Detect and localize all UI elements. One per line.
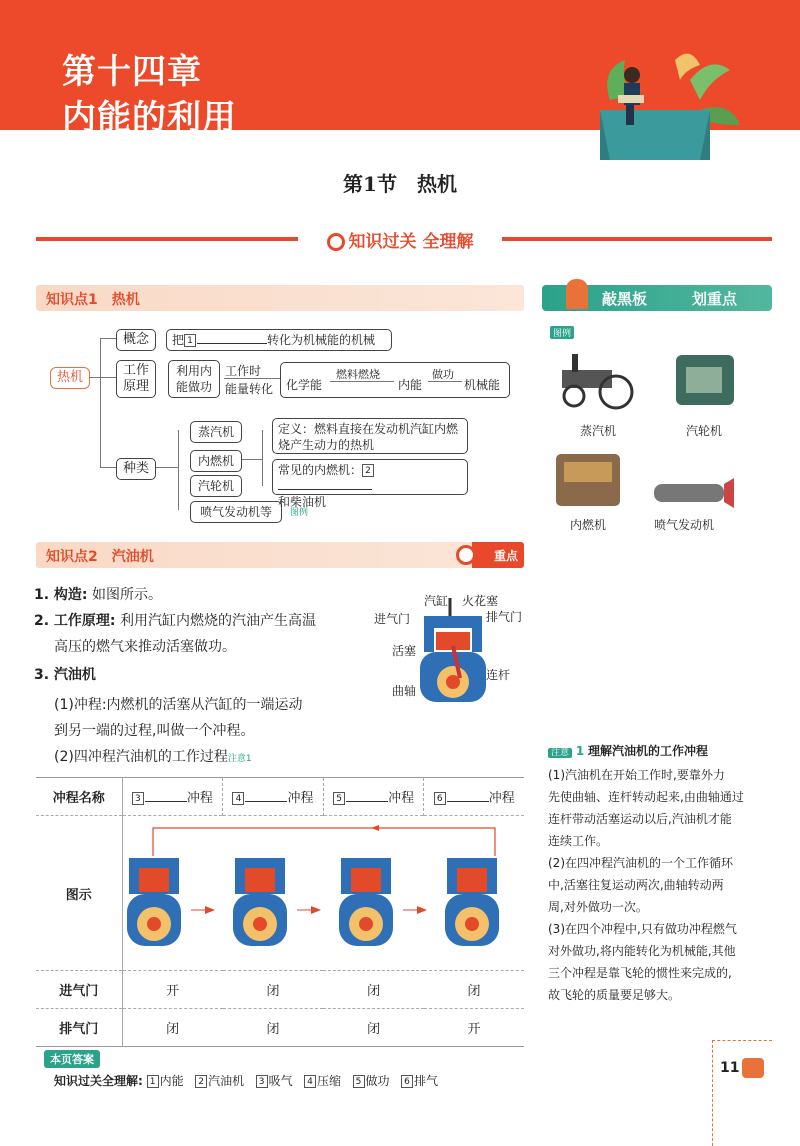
note-line: 对外做功,将内能转化为机械能,其他 (548, 944, 736, 958)
exhaust-state: 闭 (367, 1022, 381, 1037)
note-line: 故飞轮的质量要足够大。 (548, 988, 681, 1002)
exhaust-state: 闭 (266, 1022, 280, 1037)
stroke-suffix: 冲程 (287, 791, 314, 806)
sidebar-header-b: 划重点 (692, 290, 738, 308)
jet-engine-image (650, 478, 734, 508)
key-badge-text: 重点 (493, 549, 518, 563)
divider-right (502, 237, 772, 241)
note-tag-badge: 注意 (548, 748, 572, 758)
note-tag: 注意1 (227, 754, 252, 764)
answer-text: 内能 (159, 1074, 184, 1088)
page-number: 11 (720, 1060, 740, 1076)
sidebar-header-a: 敲黑板 (602, 290, 648, 308)
connector (156, 467, 178, 468)
item2-head: 2. 工作原理: (34, 613, 116, 629)
blank-number: 5 (333, 792, 345, 805)
principle-b-top: 工作时 (225, 364, 262, 378)
connector (242, 459, 262, 460)
arrow-line (330, 381, 394, 382)
answer-text: 排气 (413, 1074, 438, 1088)
arrow-line (224, 378, 280, 379)
section-title: 第1节 热机 (343, 172, 457, 196)
note-body (548, 764, 778, 1006)
note-line: 中,活塞往复运动两次,曲轴转动两 (548, 878, 724, 892)
note-number: 1 (575, 744, 585, 758)
answer-text: 压缩 (317, 1074, 342, 1088)
label-cylinder: 汽缸 (424, 594, 449, 608)
blank-line (245, 801, 287, 802)
stroke-suffix: 冲程 (488, 791, 515, 806)
note-line: 连续工作。 (548, 834, 609, 848)
principle-a: 利用内 能做功 (168, 360, 220, 398)
connector (100, 338, 101, 468)
steam-engine-image (552, 350, 642, 410)
blank-number: 4 (232, 792, 244, 805)
connector (100, 467, 116, 468)
row-header: 图示 (36, 816, 122, 971)
ice-image (550, 448, 626, 512)
types-label: 种类 (116, 458, 156, 480)
kp1-title: 知识点1 热机 (46, 292, 140, 308)
stroke-suffix: 冲程 (186, 791, 213, 806)
common-pre: 常见的内燃机： (278, 463, 363, 477)
banner-text: 知识过关 全理解 (348, 232, 474, 252)
kp2-sub2 (54, 744, 252, 772)
ice-definition: 定义：燃料直接在发动机汽缸内燃烧产生动力的热机 (272, 418, 468, 454)
row-header: 进气门 (36, 971, 122, 1009)
type-ice: 内燃机 (190, 450, 242, 472)
item1-head: 1. 构造: (34, 587, 88, 603)
caption-ice: 内燃机 (570, 518, 607, 532)
connector (100, 338, 116, 339)
answers-label: 知识过关全理解: (54, 1074, 143, 1088)
target-icon (456, 545, 476, 565)
connector (262, 430, 263, 486)
item2-text1: 利用汽缸内燃烧的汽油产生高温 (120, 613, 316, 629)
stroke-diagrams (122, 816, 524, 971)
teacher-icon (566, 279, 588, 309)
concept-label: 概念 (116, 329, 156, 351)
blank-line (197, 343, 267, 344)
flow-work: 做功 (432, 368, 454, 381)
note-line: 周,对外做功一次。 (548, 900, 648, 914)
note-line: 先使曲轴、连杆转动起来,由曲轴通过 (548, 790, 744, 804)
table-row (36, 971, 524, 1009)
type-turbine: 汽轮机 (190, 475, 242, 497)
margin-line (712, 1040, 713, 1146)
stroke-engine-2 (233, 858, 287, 946)
blank-line (346, 801, 388, 802)
chapter-title: 内能的利用 (62, 98, 237, 138)
ice-common (272, 459, 468, 509)
note-line: 三个冲程是靠飞轮的惯性来完成的, (548, 966, 732, 980)
stroke-engine-4 (445, 858, 499, 946)
note-line: (2)在四冲程汽油机的一个工作循环 (548, 856, 733, 870)
kp2-item1 (34, 582, 162, 608)
kp1-header (36, 285, 524, 311)
stroke-engine-3 (339, 858, 393, 946)
answer-text: 做功 (365, 1074, 390, 1088)
type-steam: 蒸汽机 (190, 421, 242, 443)
blank-number: 1 (184, 334, 196, 347)
label-intake: 进气门 (374, 612, 411, 626)
margin-line (712, 1040, 772, 1041)
kp2-item2-cont: 高压的燃气来推动活塞做功。 (54, 639, 236, 655)
swirl-icon (327, 233, 345, 251)
connector (178, 430, 179, 510)
note-line: 连杆带动活塞运动以后,汽油机才能 (548, 812, 732, 826)
book-icon (742, 1058, 764, 1078)
answer-number: 1 (147, 1075, 159, 1088)
caption-steam-engine: 蒸汽机 (580, 424, 617, 438)
kp2-header (36, 542, 524, 568)
label-crank: 曲轴 (392, 684, 417, 698)
principle-label: 工作 原理 (116, 360, 156, 398)
root-node: 热机 (50, 367, 90, 389)
steam-turbine-image (670, 345, 740, 415)
row-header: 冲程名称 (36, 778, 122, 816)
answers-tag: 本页答案 (44, 1050, 100, 1068)
type-jet: 喷气发动机等 (190, 501, 282, 523)
blank-number: 3 (132, 792, 144, 805)
note-header (548, 742, 708, 759)
blank-number: 6 (434, 792, 446, 805)
kp2-title: 知识点2 汽油机 (46, 549, 154, 565)
legend-tag: 图例 (290, 508, 309, 518)
intake-state: 闭 (266, 984, 280, 999)
knowledge-banner (300, 227, 500, 252)
stroke-cell (424, 778, 524, 816)
stroke-cell (323, 778, 424, 816)
row-header: 排气门 (36, 1009, 122, 1047)
table-row (36, 778, 524, 816)
caption-jet: 喷气发动机 (654, 518, 715, 532)
concept-box (166, 329, 392, 351)
stroke-suffix: 冲程 (388, 791, 415, 806)
flow-internal: 内能 (398, 378, 423, 392)
label-exhaust: 排气门 (486, 610, 523, 624)
answer-number: 3 (256, 1075, 268, 1088)
table-row (36, 816, 524, 971)
sidebar-legend-tag: 图例 (550, 326, 574, 339)
stroke-engine-1 (127, 858, 181, 946)
exhaust-state: 闭 (166, 1022, 180, 1037)
flow-chemical: 化学能 (286, 378, 323, 392)
kp2-item3: 3. 汽油机 (34, 667, 96, 683)
answer-number: 6 (401, 1075, 413, 1088)
kp2-item2 (34, 608, 316, 634)
answers-line (54, 1072, 438, 1089)
label-rod: 连杆 (486, 668, 511, 682)
item1-text: 如图所示。 (92, 587, 162, 603)
blank-line (145, 801, 187, 802)
concept-post: 转化为机械能的机械 (267, 333, 376, 347)
answer-text: 吸气 (268, 1074, 293, 1088)
connector (100, 377, 116, 378)
stroke-table (36, 777, 524, 1047)
arrow-line (428, 381, 462, 382)
blank-number: 2 (362, 464, 374, 477)
answer-number: 5 (353, 1075, 365, 1088)
key-badge (472, 542, 524, 568)
blank-line (447, 801, 489, 802)
intake-state: 开 (166, 984, 180, 999)
stroke-cell (223, 778, 324, 816)
chapter-number: 第十四章 (62, 52, 202, 92)
four-stroke-diagram (123, 816, 523, 966)
connector (90, 377, 100, 378)
answer-number: 4 (304, 1075, 316, 1088)
reading-student-illustration (580, 40, 750, 160)
table-row (36, 1009, 524, 1047)
note-title: 理解汽油机的工作冲程 (588, 744, 709, 758)
exhaust-state: 开 (467, 1022, 481, 1037)
note-line: (3)在四个冲程中,只有做功冲程燃气 (548, 922, 737, 936)
label-piston: 活塞 (392, 644, 417, 658)
answer-number: 2 (195, 1075, 207, 1088)
kp2-sub1b: 到另一端的过程,叫做一个冲程。 (54, 723, 255, 739)
sub2-text: (2)四冲程汽油机的工作过程 (54, 749, 228, 765)
label-spark: 火花塞 (462, 594, 499, 608)
kp2-sub1a: (1)冲程:内燃机的活塞从汽缸的一端运动 (54, 697, 303, 713)
intake-state: 闭 (367, 984, 381, 999)
chapter-header (0, 0, 800, 138)
sidebar-header (542, 285, 772, 311)
divider-left (36, 237, 298, 241)
concept-pre: 把 (172, 333, 185, 347)
stroke-cell (122, 778, 223, 816)
flow-burn: 燃料燃烧 (336, 368, 380, 381)
intake-state: 闭 (467, 984, 481, 999)
blank-line (278, 489, 372, 490)
answer-text: 汽油机 (208, 1074, 245, 1088)
common-post: 和柴油机 (278, 495, 327, 509)
note-line: (1)汽油机在开始工作时,要靠外力 (548, 768, 725, 782)
principle-b-bot: 能量转化 (225, 382, 274, 396)
caption-steam-turbine: 汽轮机 (686, 424, 723, 438)
flow-mechanical: 机械能 (464, 378, 501, 392)
